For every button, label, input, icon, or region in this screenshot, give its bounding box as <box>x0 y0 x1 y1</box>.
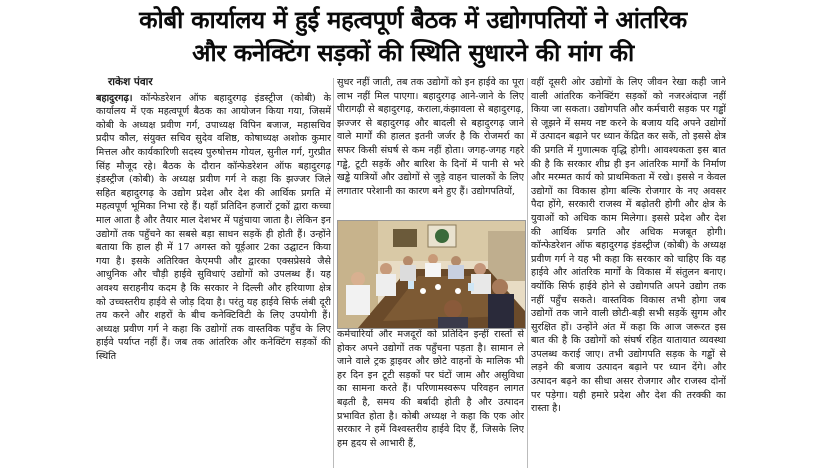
column-3-text: वहीं दूसरी ओर उद्योगों के लिए जीवन रेखा कही जाने वाली आंतरिक कनेक्टिंग सड़कों को नजरअंदाज नहीं किया जा सकता। उद्योगपति और कर्मचारी सड़क पर गड्ढों से जूझने में समय नष्ट करने के बजाय यदि अपने उद्योगों में उत्पादन बढ़ाने पर ध्यान केंद्रित कर सकें, तो इससे क्षेत्र की प्रगति में गुणात्मक वृद्धि होगी। आवश्यकता इस बात की है कि सरकार शीघ्र ही इन आंतरिक मार्गों के निर्माण और मरम्मत कार्य को प्राथमिकता में रखे। इससे न केवल उद्योगों का विकास होगा बल्कि रोजगार के नए अवसर पैदा होंगे, सरकारी राजस्व में बढ़ोतरी होगी और क्षेत्र के युवाओं को अधिक काम मिलेगा। इससे प्रदेश और देश की आर्थिक प्रगति और अधिक मजबूत होगी। कॉन्फेडरेशन ऑफ बहादुरगढ़ इंडस्ट्रीज (कोबी) के अध्यक्ष प्रवीण गर्ग ने यह भी कहा कि सरकार को चाहिए कि वह हाईवे और आंतरिक मार्गों के विकास में संतुलन बनाए। क्योंकि सिर्फ हाईवे होने से उद्योगपति अपने उद्योग तक नहीं पहुँच सकते। वास्तविक विकास तभी होगा जब उद्योगों तक जाने वाली छोटी-बड़ी सभी सड़कें सुगम और सुरक्षित हों। उन्होंने अंत में कहा कि आज जरूरत इस बात की है कि उद्योगों को संघर्ष रहित यातायात व्यवस्था उपलब्ध कराई जाए। तभी उद्योगपति सड़क के गड्ढों से लड़ने की बजाय उत्पादन बढ़ाने पर ध्यान देंगे। और उत्पादन बढ़ने का सीधा असर रोजगार और राजस्व दोनों पर पड़ेगा। यही हमारे प्रदेश और देश की तरक्की का रास्ता है। <box>531 77 726 415</box>
column-divider <box>527 78 528 468</box>
column-2-bottom-text: कर्मचारियों और मजदूरों को प्रतिदिन इन्हीं रास्तों से होकर अपने उद्योगों तक पहुँचना पड़ता है। सामान ले जाने वाले ट्रक ड्राइवर और छोटे वाहनों के मालिक भी हर दिन इन टूटी सड़कों पर घंटों जाम और असुविधा का सामना करते हैं। परिणामस्वरूप परिवहन लागत बढ़ती है, समय की बर्बादी होती है और उत्पादन प्रभावित होता है। कोबी अध्यक्ष ने कहा कि एक ओर सरकार ने हमें विश्वस्तरीय हाईवे दिए हैं, जिसके लिए हम हृदय से आभारी हैं, <box>337 329 524 449</box>
meeting-photo-illustration <box>338 221 525 328</box>
article-headline <box>0 4 826 70</box>
column-1-paragraph <box>96 92 331 364</box>
headline-line-2: और कनेक्टिंग सड़कों की स्थिति सुधारने की मांग की <box>192 39 634 67</box>
article-column-3 <box>531 76 726 468</box>
dateline: बहादुरगढ़। <box>96 92 133 104</box>
column-divider <box>333 78 334 468</box>
meeting-photo <box>337 220 526 329</box>
headline-line-1: कोबी कार्यालय में हुई महत्वपूर्ण बैठक में उद्योगपतियों ने आंतरिक <box>139 6 687 34</box>
column-1-text: कॉन्फेडरेशन ऑफ बहादुरगढ़ इंडस्ट्रीज (कोबी) के कार्यालय में एक महत्वपूर्ण बैठक का आयोजन किया गया, जिसमें कोबी के अध्यक्ष प्रवीण गर्ग, उपाध्यक्ष विपिन बजाज, महासचिव प्रदीप कौल, संयुक्त सचिव सुदेव वशिष्ठ, कोषाध्यक्ष अशोक कुमार मित्तल और कार्यकारिणी सदस्य पुरुषोत्तम गोयल, सुनील गर्ग, गुरप्रीत सिंह मौजूद रहे। बैठक के दौरान कॉन्फेडरेशन ऑफ बहादुरगढ़ इंडस्ट्रीज (कोबी) के अध्यक्ष प्रवीण गर्ग ने कहा कि झज्जर जिले सहित बहादुरगढ़ के उद्योग प्रदेश और देश की आर्थिक प्रगति में महत्वपूर्ण भूमिका निभा रहे हैं। यहाँ प्रतिदिन हजारों ट्रकों द्वारा कच्चा माल आता है और तैयार माल देशभर में पहुंचाया जाता है। लेकिन इन उद्योगों तक पहुँचने का सबसे बड़ा साधन सड़कें ही होती हैं। उन्होंने बताया कि हाल ही में 17 अगस्त को यूईआर 2का उद्घाटन किया गया है। इसके अतिरिक्त केएमपी और द्वारका एक्सप्रेसवे जैसे आधुनिक और चौड़ी हाईवे सुविधाएं उद्योगों को उपलब्ध हैं। यह अवश्य सराहनीय कदम है कि सरकार ने दिल्ली और हरियाणा क्षेत्र को उच्चस्तरीय हाईवे से जोड़ दिया है। परंतु यह हाईवे सिर्फ लंबी दूरी तय करने और शहरों के बीच कनेक्टिविटी के लिए उपयोगी हैं। अध्यक्ष प्रवीण गर्ग ने कहा कि उद्योगों तक वास्तविक पहुँच के लिए हाईवे पर्याप्त नहीं हैं। जब तक आंतरिक और कनेक्टिंग सड़कों की स्थिति <box>96 92 331 362</box>
byline: राकेश पंवार <box>108 76 153 88</box>
article-column-1 <box>96 76 331 468</box>
column-2-top-text: सुधर नहीं जाती, तब तक उद्योगों को इन हाईवे का पूरा लाभ नहीं मिल पाएगा। बहादुरगढ़ आने-जाने के लिए पीरागढ़ी से बहादुरगढ़, कराला,कंझावला से बहादुरगढ़, झज्जर से बहादुरगढ़ और बादली से बहादुरगढ़ जाने वाले मार्गों की हालत इतनी जर्जर है कि रोजमर्रा का सफर किसी संघर्ष से कम नहीं होता। जगह-जगह गहरे गड्ढे, टूटी सड़कें और बारिश के दिनों में पानी से भरे खड्ढे यात्रियों और उद्योगों से जुड़े वाहन चालकों के लिए लगातार परेशानी का कारण बने हुए हैं। उद्योगपतियों, <box>337 77 524 197</box>
